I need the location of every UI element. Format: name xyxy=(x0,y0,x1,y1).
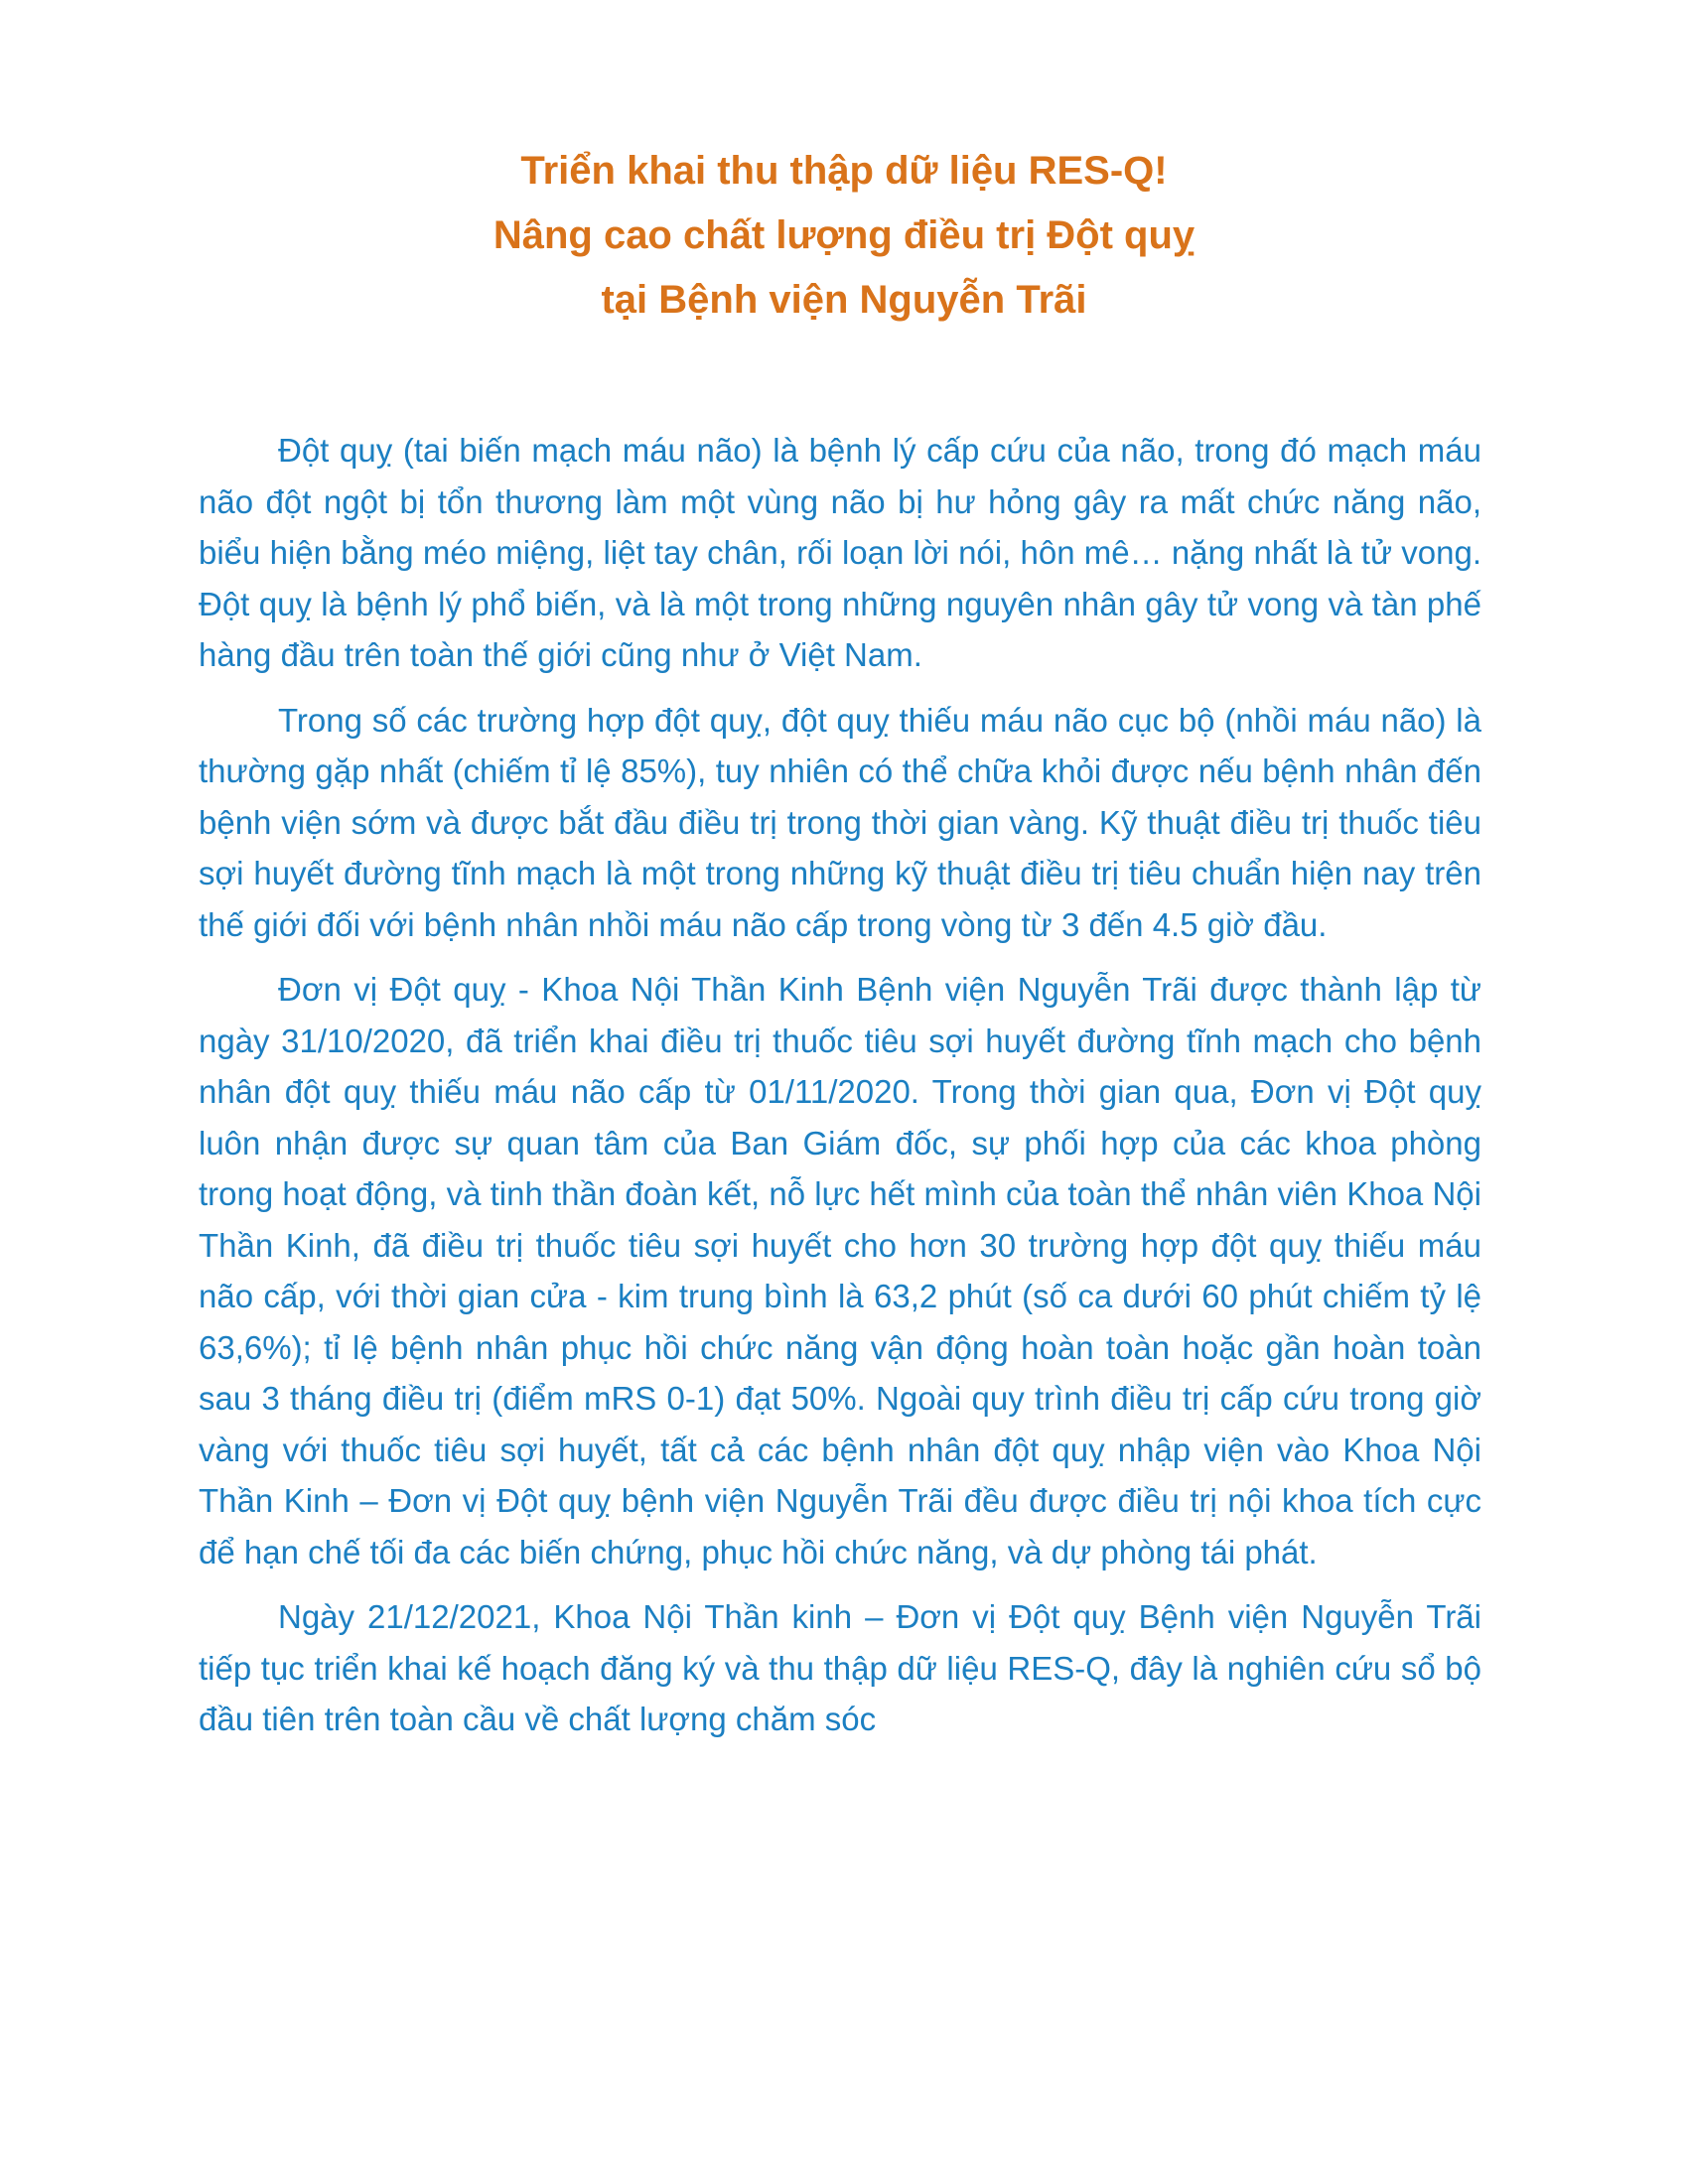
title-line-2: Nâng cao chất lượng điều trị Đột quỵ xyxy=(492,213,1196,257)
document-title xyxy=(199,139,1489,333)
title-line-3: tại Bệnh viện Nguyễn Trãi xyxy=(601,278,1087,322)
document-body xyxy=(199,425,1481,1759)
paragraph-1: Đột quỵ (tai biến mạch máu não) là bệnh lý cấp cứu của não, trong đó mạch máu não đột ngột bị tổn thương làm một vùng não bị hư hỏng gây ra mất chức năng não, biểu hiện bằng méo miệng, liệt tay chân, rối loạn lời nói, hôn mê… nặng nhất là tử vong. Đột quỵ là bệnh lý phổ biến, và là một trong những nguyên nhân gây tử vong và tàn phế hàng đầu trên toàn thế giới cũng như ở Việt Nam. xyxy=(199,432,1481,673)
paragraph-2: Trong số các trường hợp đột quỵ, đột quỵ thiếu máu não cục bộ (nhồi máu não) là thường gặp nhất (chiếm tỉ lệ 85%), tuy nhiên có thể chữa khỏi được nếu bệnh nhân đến bệnh viện sớm và được bắt đầu điều trị trong thời gian vàng. Kỹ thuật điều trị thuốc tiêu sợi huyết đường tĩnh mạch là một trong những kỹ thuật điều trị tiêu chuẩn hiện nay trên thế giới đối với bệnh nhân nhồi máu não cấp trong vòng từ 3 đến 4.5 giờ đầu. xyxy=(199,701,1481,943)
paragraph-4: Ngày 21/12/2021, Khoa Nội Thần kinh – Đơn vị Đột quỵ Bệnh viện Nguyễn Trãi tiếp tục triển khai kế hoạch đăng ký và thu thập dữ liệu RES-Q, đây là nghiên cứu sổ bộ đầu tiên trên toàn cầu về chất lượng chăm sóc xyxy=(199,1598,1481,1737)
title-line-1: Triển khai thu thập dữ liệu RES-Q! xyxy=(520,149,1168,193)
paragraph-3: Đơn vị Đột quỵ - Khoa Nội Thần Kinh Bệnh viện Nguyễn Trãi được thành lập từ ngày 31/10/2020, đã triển khai điều trị thuốc tiêu sợi huyết đường tĩnh mạch cho bệnh nhân đột quỵ thiếu máu não cấp từ 01/11/2020. Trong thời gian qua, Đơn vị Đột quỵ luôn nhận được sự quan tâm của Ban Giám đốc, sự phối hợp của các khoa phòng trong hoạt động, và tinh thần đoàn kết, nỗ lực hết mình của toàn thể nhân viên Khoa Nội Thần Kinh, đã điều trị thuốc tiêu sợi huyết cho hơn 30 trường hợp đột quỵ thiếu máu não cấp, với thời gian cửa - kim trung bình là 63,2 phút (số ca dưới 60 phút chiếm tỷ lệ 63,6%); tỉ lệ bệnh nhân phục hồi chức năng vận động hoàn toàn hoặc gần hoàn toàn sau 3 tháng điều trị (điểm mRS 0-1) đạt 50%. Ngoài quy trình điều trị cấp cứu trong giờ vàng với thuốc tiêu sợi huyết, tất cả các bệnh nhân đột quỵ nhập viện vào Khoa Nội Thần Kinh – Đơn vị Đột quỵ bệnh viện Nguyễn Trãi đều được điều trị nội khoa tích cực để hạn chế tối đa các biến chứng, phục hồi chức năng, và dự phòng tái phát. xyxy=(199,971,1481,1570)
